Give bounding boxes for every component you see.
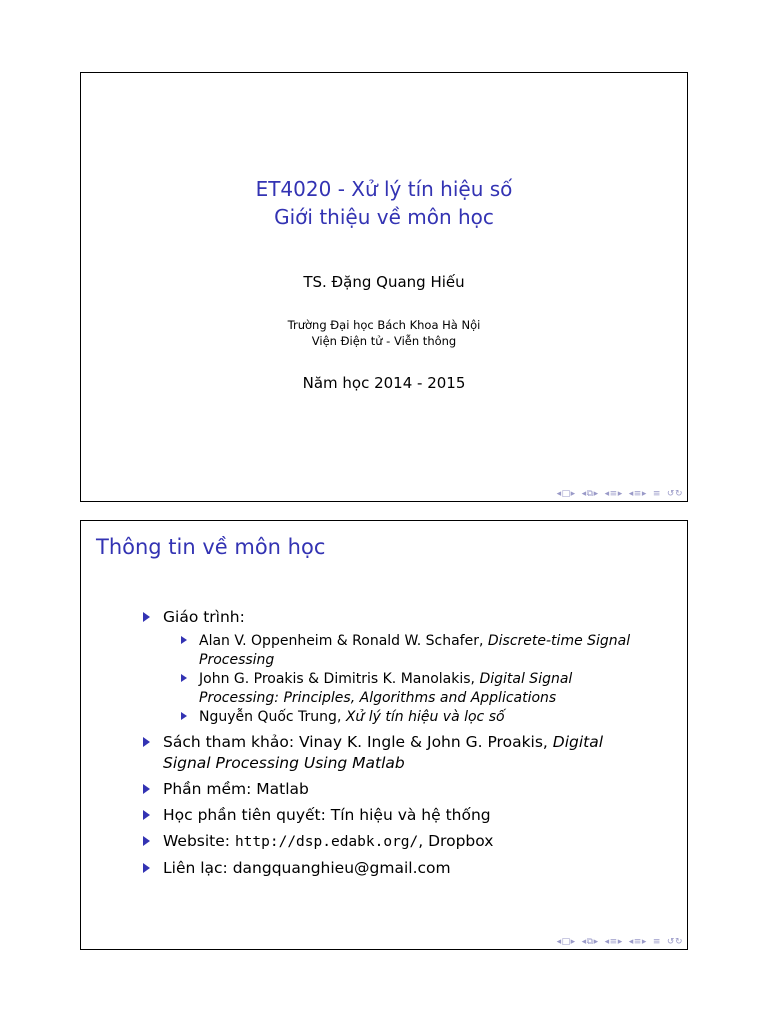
list-item-prerequisite: Học phần tiên quyết: Tín hiệu và hệ thống xyxy=(143,805,643,826)
bullet-icon xyxy=(143,784,150,794)
bullet-icon xyxy=(143,863,150,873)
list-item-contact xyxy=(143,858,643,879)
website-link[interactable]: http://dsp.edabk.org/ xyxy=(234,833,419,850)
beamer-navigation xyxy=(557,937,683,947)
list-item-software: Phần mềm: Matlab xyxy=(143,779,643,800)
course-info-slide xyxy=(80,520,688,950)
institute-line1: Trường Đại học Bách Khoa Hà Nội xyxy=(287,318,481,332)
textbook-list xyxy=(163,632,643,727)
author: TS. Đặng Quang Hiếu xyxy=(303,273,465,291)
textbook-item: John G. Proakis & Dimitris K. Manolakis, Digital Signal Processing: Principles, Algorithms and Applications xyxy=(181,670,643,707)
bullet-icon xyxy=(143,810,150,820)
bullet-icon xyxy=(181,636,187,644)
list-item-textbooks: Giáo trình: Alan V. Oppenheim & Ronald W. Schafer, Discrete-time Signal Processing John G. Proakis & Dimitris K. Manolakis, Digital Signal Processing: Principles, Algorithms and Applications Nguyễn Quốc Trung, Xử lý tín hiệu và lọc số xyxy=(143,607,643,727)
beamer-navigation xyxy=(557,489,683,499)
textbook-item: Alan V. Oppenheim & Ronald W. Schafer, Discrete-time Signal Processing xyxy=(181,632,643,669)
frame-title: Thông tin về môn học xyxy=(96,535,326,559)
bullet-icon xyxy=(181,674,187,682)
title-slide xyxy=(80,72,688,502)
contact-email[interactable]: Liên lạc: dangquanghieu@gmail.com xyxy=(163,858,451,877)
institute-line2: Viện Điện tử - Viễn thông xyxy=(311,334,457,348)
nav-section-icons[interactable]: ◂≡▸ xyxy=(604,937,623,947)
list-item-reference: Sách tham khảo: Vinay K. Ingle & John G. Proakis, Digital Signal Processing Using Matlab xyxy=(143,732,643,774)
slide-title-line1: ET4020 - Xử lý tín hiệu số xyxy=(255,177,513,201)
nav-subsection-icons[interactable]: ◂⧉▸ xyxy=(581,489,599,499)
nav-search-loop-icon[interactable]: ↺↻ xyxy=(666,937,683,947)
bullet-icon xyxy=(181,712,187,720)
nav-section-icons[interactable]: ◂≡▸ xyxy=(604,489,623,499)
nav-doc-icons[interactable]: ◂≡▸ xyxy=(628,489,647,499)
nav-subsection-icons[interactable]: ◂⧉▸ xyxy=(581,937,599,947)
nav-search-loop-icon[interactable]: ↺↻ xyxy=(666,489,683,499)
nav-frame-icons[interactable]: ◂□▸ xyxy=(556,937,576,947)
bullet-icon xyxy=(143,836,150,846)
nav-frame-icons[interactable]: ◂□▸ xyxy=(556,489,576,499)
bullet-icon xyxy=(143,612,150,622)
slide-title-line2: Giới thiệu về môn học xyxy=(274,205,494,229)
nav-align-icon[interactable]: ≡ xyxy=(652,489,661,499)
nav-doc-icons[interactable]: ◂≡▸ xyxy=(628,937,647,947)
nav-align-icon[interactable]: ≡ xyxy=(652,937,661,947)
bullet-icon xyxy=(143,737,150,747)
info-list xyxy=(143,607,643,884)
list-item-website: Website: http://dsp.edabk.org/, Dropbox xyxy=(143,831,643,853)
date: Năm học 2014 - 2015 xyxy=(302,374,466,392)
textbook-item: Nguyễn Quốc Trung, Xử lý tín hiệu và lọc số xyxy=(181,708,643,727)
